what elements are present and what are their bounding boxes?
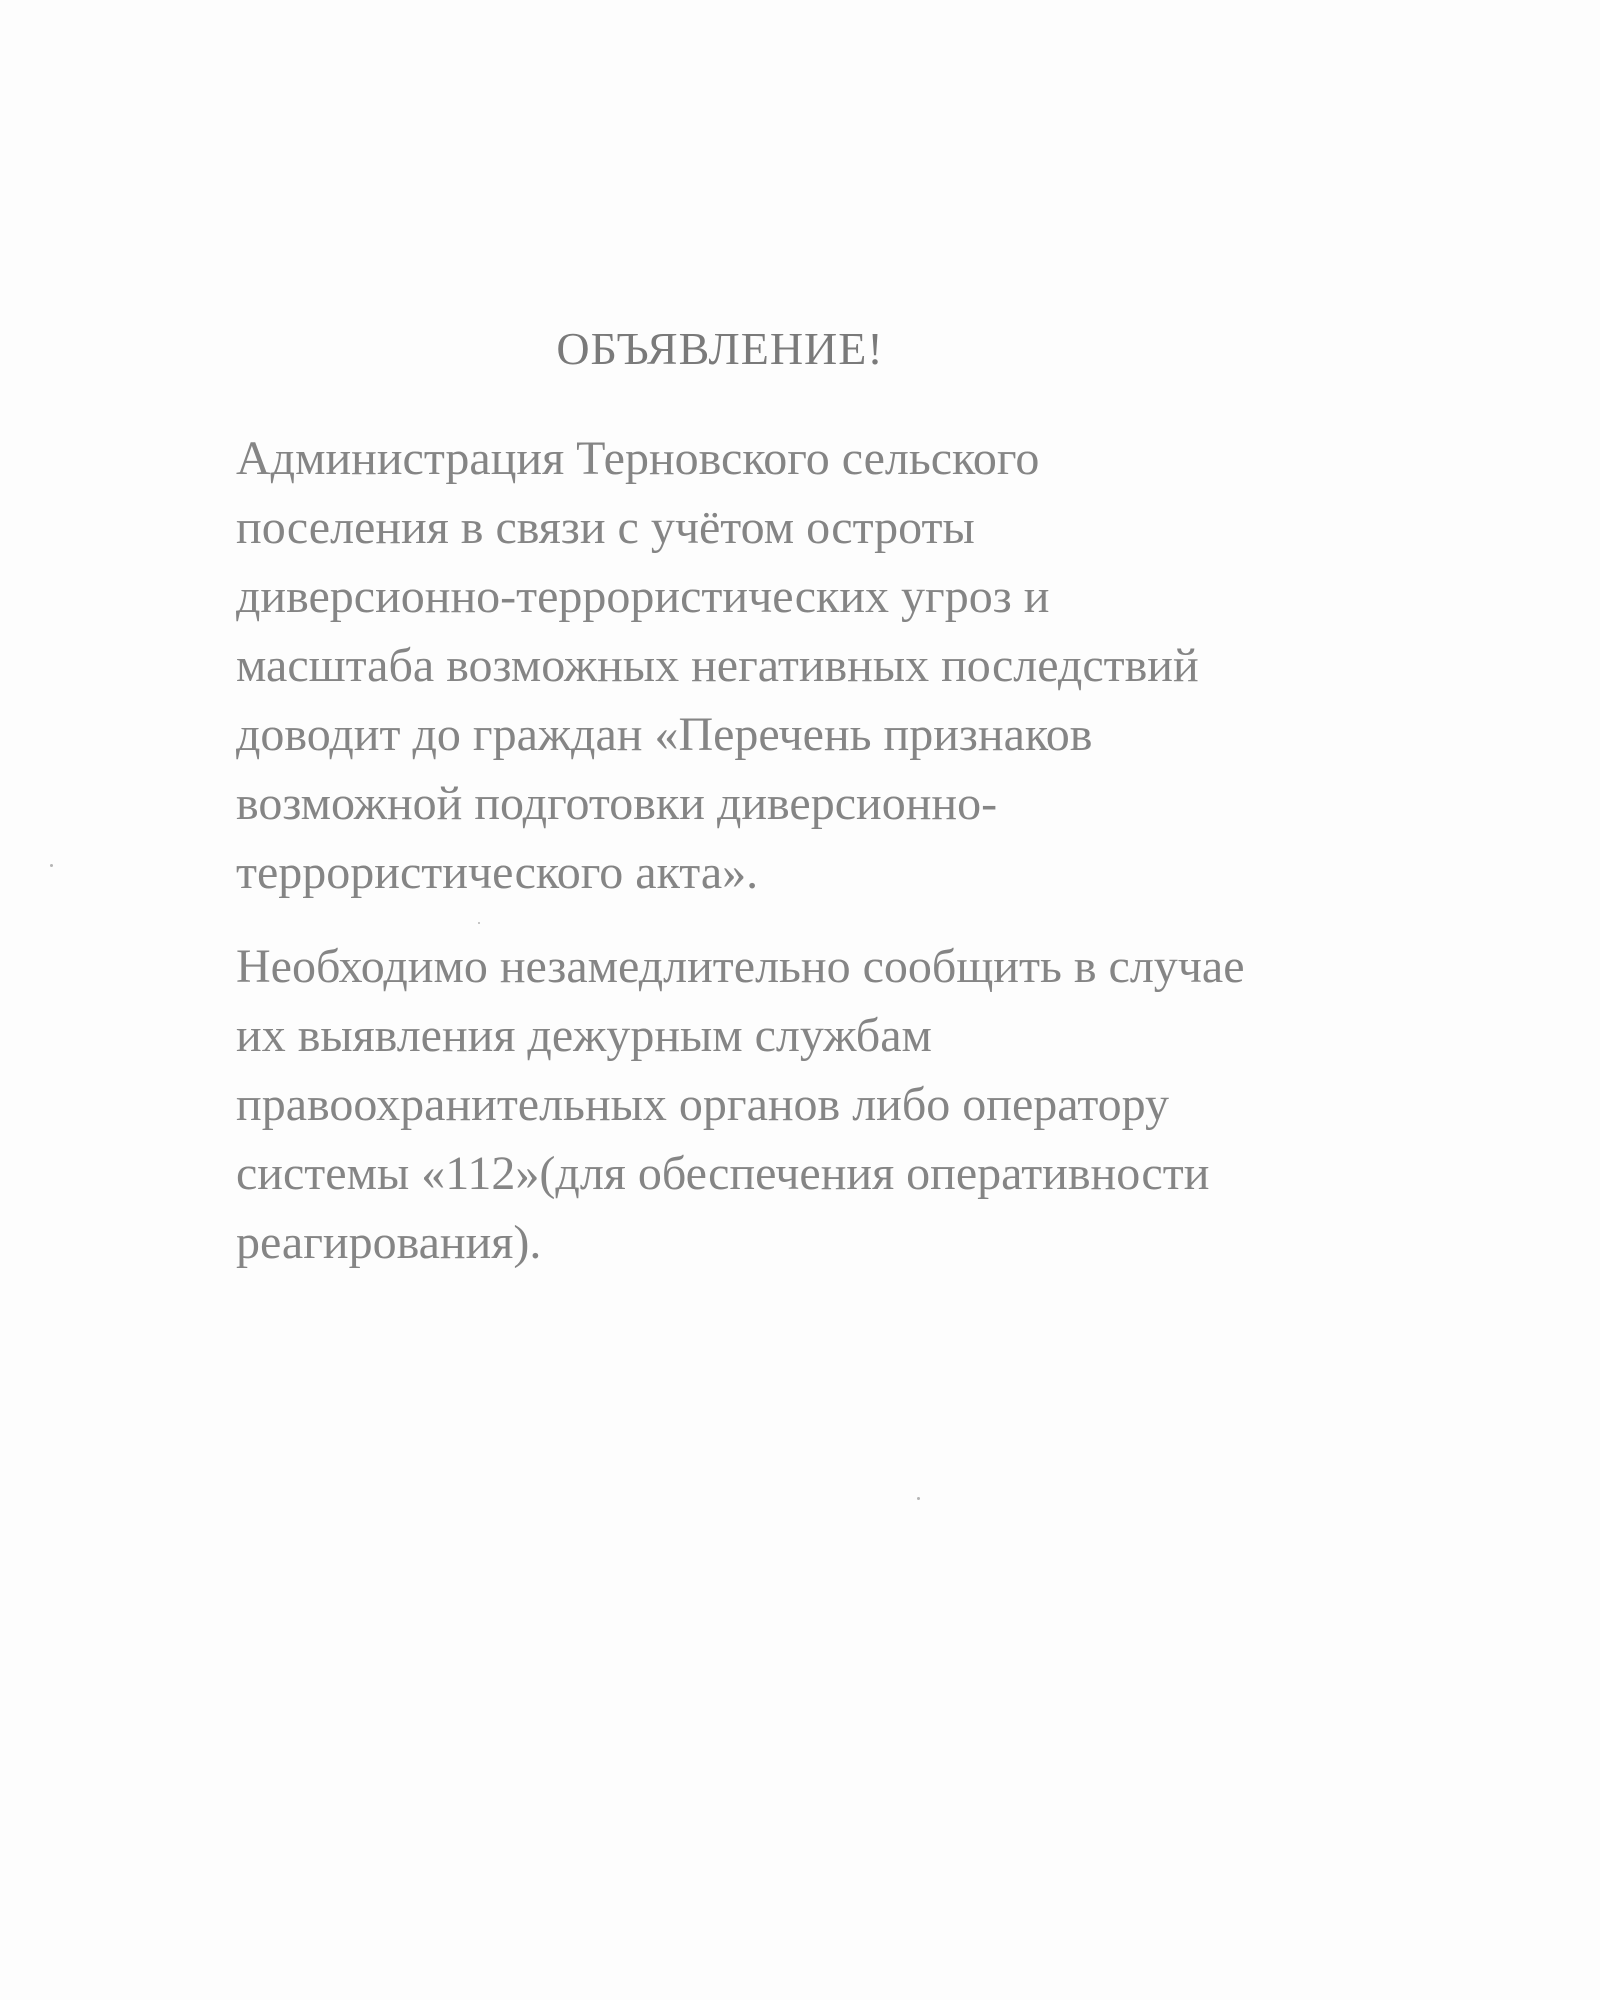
- notice-title: ОБЪЯВЛЕНИЕ!: [556, 323, 884, 374]
- scan-speck: [917, 1497, 920, 1500]
- notice-paragraph-2: [236, 932, 1245, 1277]
- paragraph-2-line: их выявления дежурным службам: [236, 1009, 932, 1062]
- paragraph-1-line: возможной подготовки диверсионно-: [236, 777, 998, 830]
- notice-paragraph-1: [236, 424, 1199, 907]
- paragraph-1-line: доводит до граждан «Перечень признаков: [236, 708, 1093, 761]
- paragraph-1-line: поселения в связи с учётом остроты: [236, 501, 975, 554]
- paragraph-2-line: реагирования).: [236, 1216, 542, 1269]
- paragraph-1-line: террористического акта».: [236, 846, 759, 899]
- scan-speck: [478, 922, 480, 924]
- paragraph-1-line: диверсионно-террористических угроз и: [236, 570, 1050, 623]
- paragraph-2-line: правоохранительных органов либо оператору: [236, 1078, 1170, 1131]
- paragraph-2-line: системы «112»(для обеспечения оперативности: [236, 1147, 1210, 1200]
- paragraph-2-line: Необходимо незамедлительно сообщить в случае: [236, 940, 1245, 993]
- paragraph-1-line: Администрация Терновского сельского: [236, 432, 1040, 485]
- scan-speck: [50, 864, 53, 867]
- paragraph-1-line: масштаба возможных негативных последствий: [236, 639, 1199, 692]
